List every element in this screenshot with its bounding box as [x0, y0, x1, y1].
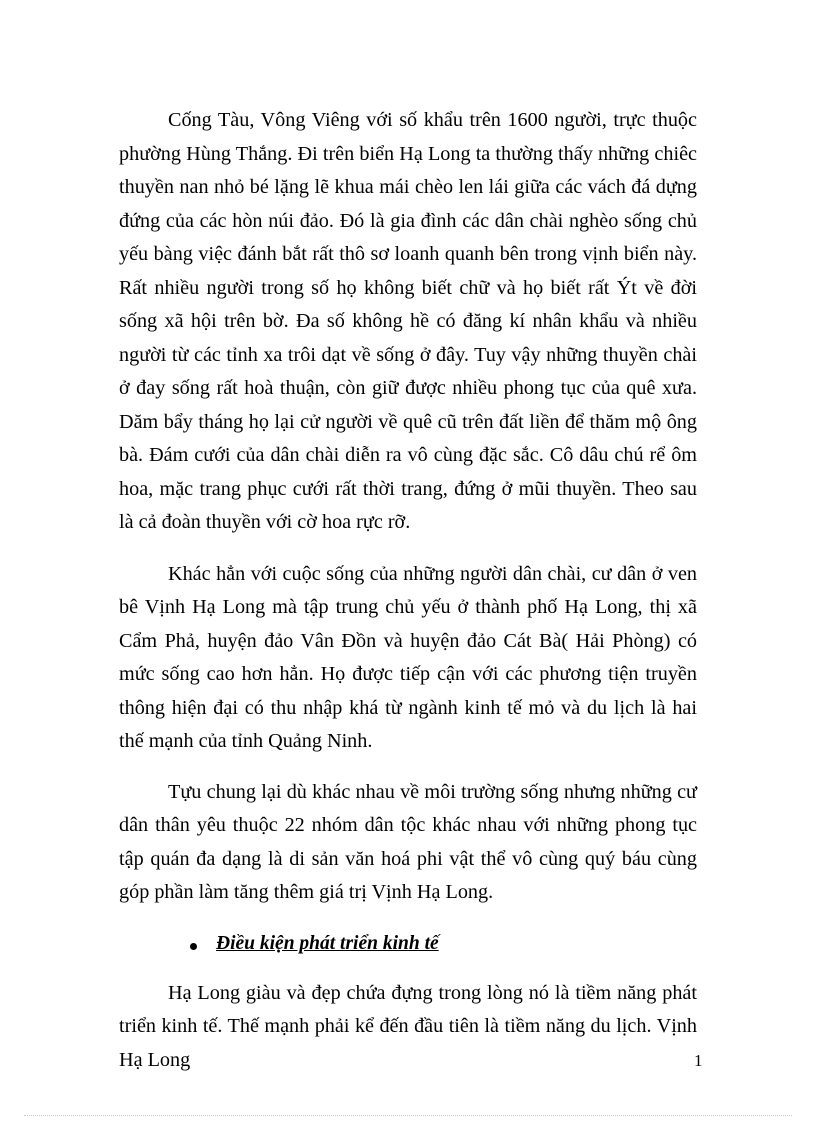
paragraph-coastal-residents: Khác hẳn với cuộc sống của những người dân chài, cư dân ở ven bê Vịnh Hạ Long mà tập trung chủ yếu ở thành phố Hạ Long, thị xã Cẩm Phả, huyện đảo Vân Đồn và huyện đảo Cát Bà( Hải Phòng) có mức sống cao hơn hẳn. Họ được tiếp cận với các phương tiện truyền thông hiện đại có thu nhập khá từ ngành kinh tế mỏ và du lịch là hai thế mạnh của tỉnh Quảng Ninh. [119, 562, 697, 752]
section-heading [119, 927, 697, 961]
bullet-icon [190, 943, 197, 950]
paragraph-fishermen-life: Cống Tàu, Vông Viêng với số khẩu trên 1600 người, trực thuộc phường Hùng Thắng. Đi trên biển Hạ Long ta thường thấy những chiêc thuyền nan nhỏ bé lặng lẽ khua mái chèo len lái giữa các vách đá dựng đứng của các hòn núi đảo. Đó là gia đình các dân chài nghèo sống chủ yếu bàng việc đánh bắt rất thô sơ loanh quanh bên trong vịnh biển này. Rất nhiều người trong số họ không biết chữ và họ biết rất Ýt về đời sống xã hội trên bờ. Đa số không hề có đăng kí nhân khẩu và nhiều người từ các tỉnh xa trôi dạt về sống ở đây. Tuy vậy những thuyền chài ở đay sống rất hoà thuận, còn giữ được nhiều phong tục của quê xưa. Dăm bẩy tháng họ lại cử người về quê cũ trên đất liền để thăm mộ ông bà. Đám cưới của dân chài diễn ra vô cùng đặc sắc. Cô dâu chú rể ôm hoa, mặc trang phục cưới rất thời trang, đứng ở mũi thuyền. Theo sau là cả đoàn thuyền với cờ hoa rực rỡ. [119, 109, 697, 533]
document-body [119, 104, 697, 1077]
paragraph-economic-potential: Hạ Long giàu và đẹp chứa đựng trong lòng nó là tiềm năng phát triển kinh tế. Thế mạnh phải kể đến đầu tiên là tiềm năng du lịch. Vịnh Hạ Long [119, 981, 697, 1071]
paragraph-cultural-heritage: Tựu chung lại dù khác nhau về môi trường sống nhưng những cư dân thân yêu thuộc 22 nhóm dân tộc khác nhau với những phong tục tập quán đa dạng là di sản văn hoá phi vật thể vô cùng quý báu cùng góp phần làm tăng thêm giá trị Vịnh Hạ Long. [119, 780, 697, 903]
footer-divider [24, 1115, 792, 1116]
section-heading-text: Điều kiện phát triển kinh tế [216, 932, 439, 954]
page-number: 1 [694, 1051, 703, 1070]
